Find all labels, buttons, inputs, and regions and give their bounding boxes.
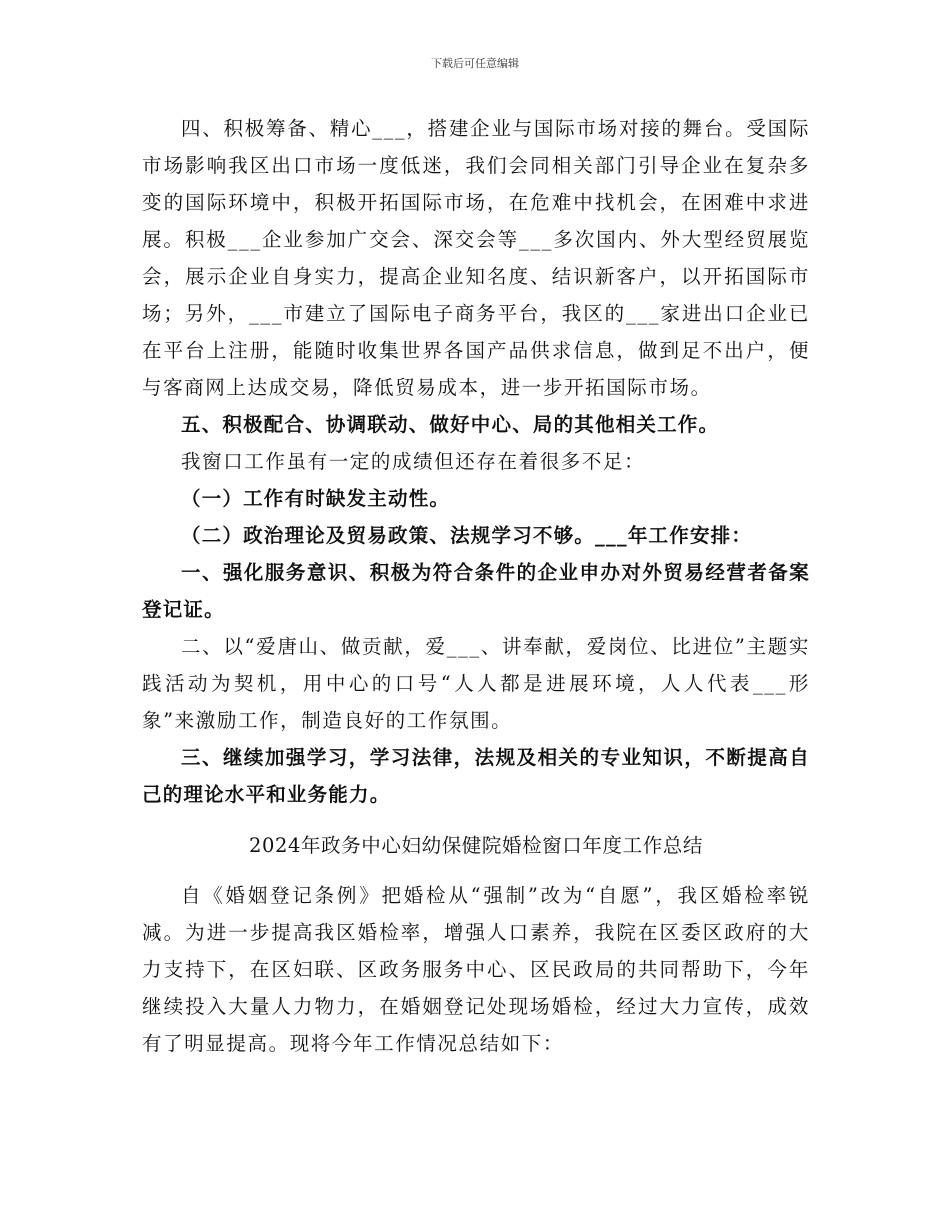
paragraph-plan-two: 二、以“爱唐山、做贡献，爱___、讲奉献，爱岗位、比进位”主题实践活动为契机，用中心的口号“人人都是进展环境，人人代表___形象”来激励工作，制造良好的工作氛围。 <box>142 635 810 732</box>
download-note: 下载后可任意编辑 <box>431 57 519 70</box>
paragraph-shortcoming-one: （一）工作有时缺发主动性。 <box>181 487 451 510</box>
paragraph-plan-three: 三、继续加强学习，学习法律，法规及相关的专业知识，不断提高自己的理论水平和业务能力。 <box>142 746 810 806</box>
paragraph-shortcomings-intro: 我窗口工作虽有一定的成绩但还存在着很多不足： <box>181 450 646 473</box>
document-body <box>142 110 810 1062</box>
paragraph-item-four: 四、积极筹备、精心___，搭建企业与国际市场对接的舞台。受国际市场影响我区出口市场一度低迷，我们会同相关部门引导企业在复杂多变的国际环境中，积极开拓国际市场，在危难中找机会，在困难中求进展。积极___企业参加广交会、深交会等___多次国内、外大型经贸展览会，展示企业自身实力，提高企业知名度、结识新客户，以开拓国际市场；另外，___市建立了国际电子商务平台，我区的___家进出口企业已在平台上注册，能随时收集世界各国产品供求信息，做到足不出户，便与客商网上达成交易，降低贸易成本，进一步开拓国际市场。 <box>142 117 810 399</box>
section-title: 2024年政务中心妇幼保健院婚检窗口年度工作总结 <box>248 834 704 857</box>
paragraph-plan-one: 一、强化服务意识、积极为符合条件的企业申办对外贸易经营者备案登记证。 <box>142 561 810 621</box>
paragraph-section-intro: 自《婚姻登记条例》把婚检从“强制”改为“自愿”，我区婚检率锐减。为进一步提高我区婚检率，增强人口素养，我院在区委区政府的大力支持下，在区妇联、区政务服务中心、区民政局的共同帮助下，今年继续投入大量人力物力，在婚姻登记处现场婚检，经过大力宣传，成效有了明显提高。现将今年工作情况总结如下： <box>142 884 810 1055</box>
paragraph-shortcoming-two: （二）政治理论及贸易政策、法规学习不够。___年工作安排： <box>181 524 753 547</box>
paragraph-item-five: 五、积极配合、协调联动、做好中心、局的其他相关工作。 <box>181 413 720 436</box>
